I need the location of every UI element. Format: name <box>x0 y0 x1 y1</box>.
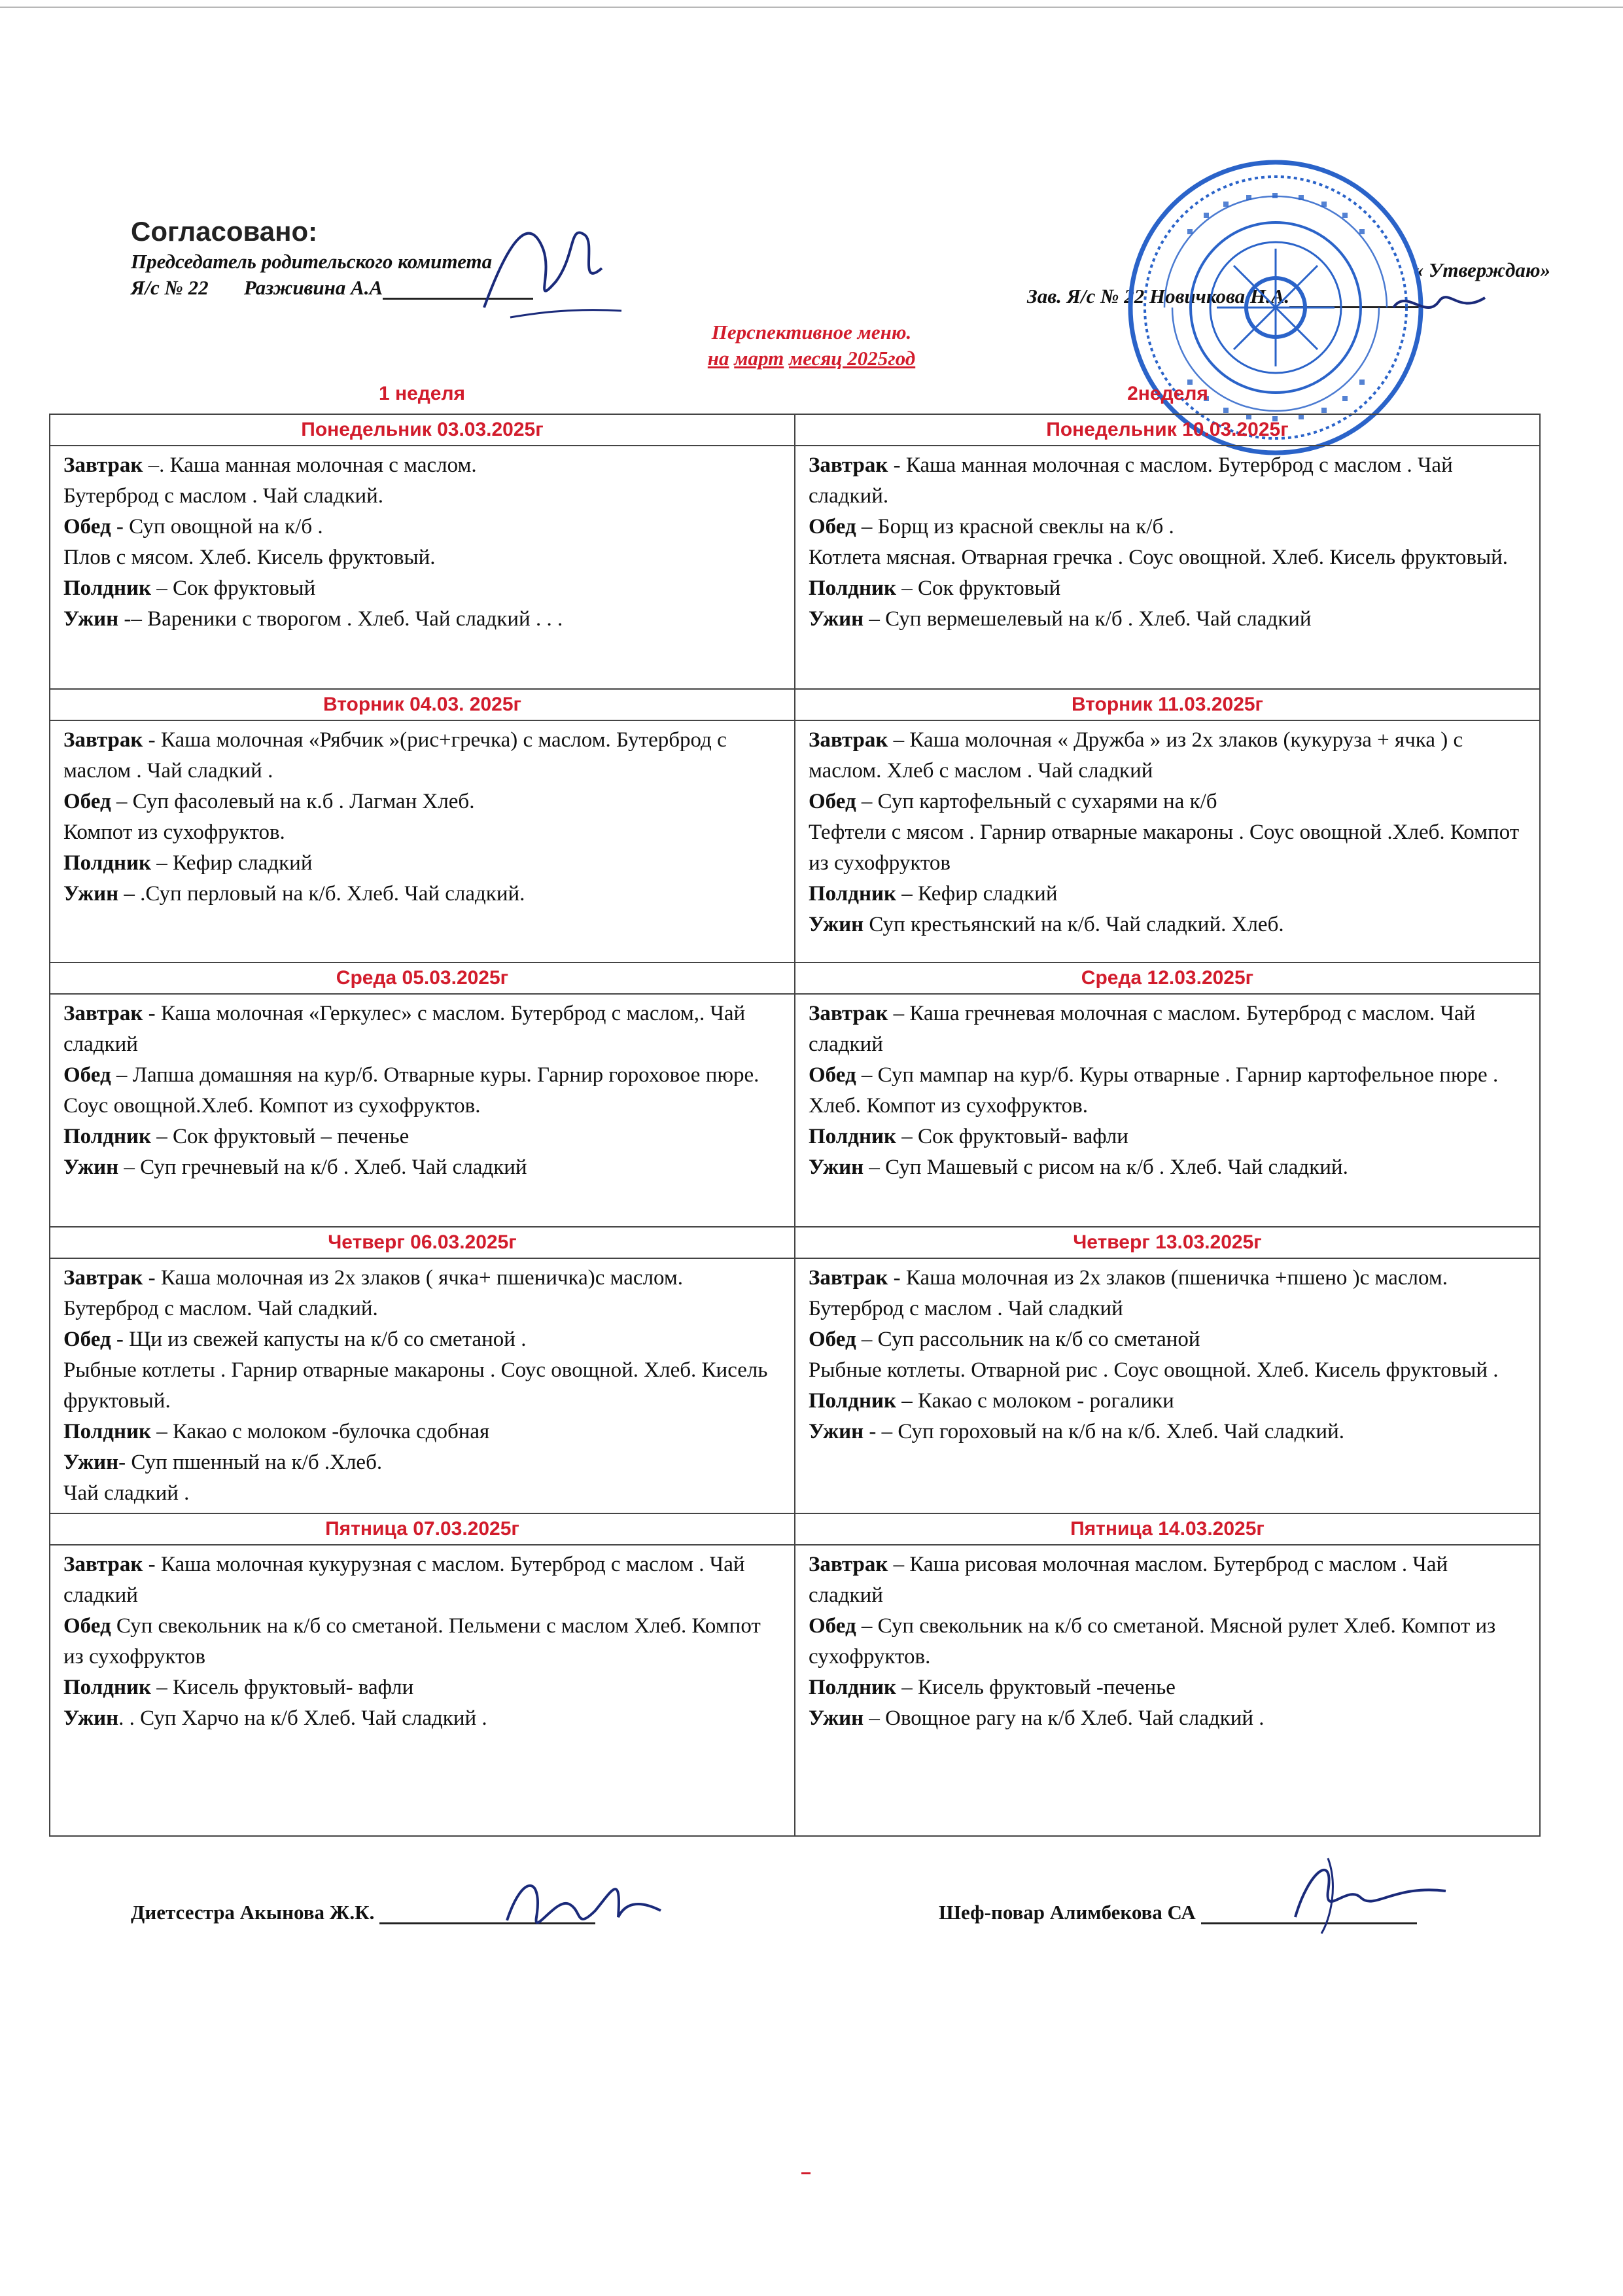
meal-label: Завтрак <box>63 1553 143 1576</box>
approve-label: « Утверждаю» <box>1413 258 1550 281</box>
subtitle-suffix: месяц 2025год <box>788 347 916 370</box>
week-1-heading: 1 неделя <box>378 383 466 404</box>
meal-text: – Кефир сладкий <box>896 882 1058 906</box>
menu-table <box>49 414 1541 1837</box>
day-menu-cell <box>50 720 795 963</box>
meal-label: Обед <box>63 1328 111 1351</box>
day-header: Четверг 06.03.2025г <box>50 1227 795 1258</box>
meal-label: Полдник <box>63 851 151 875</box>
meal-text: – Суп вермешелевый на к/б . Хлеб. Чай сладкий <box>864 607 1312 631</box>
meal-label: Полдник <box>63 1125 151 1148</box>
meal-text: Суп свекольник на к/б со сметаной. Пельмени с маслом Хлеб. Компот из сухофруктов <box>63 1614 761 1669</box>
meal-line <box>63 1060 781 1122</box>
day-menu-cell <box>50 1545 795 1836</box>
chef-name: Шеф-повар Алимбекова СА <box>939 1901 1196 1924</box>
committee-chair-line: Председатель родительского комитета <box>131 250 493 273</box>
meal-line <box>63 573 781 604</box>
meal-text: Плов с мясом. Хлеб. Кисель фруктовый. <box>63 546 436 569</box>
meal-line <box>63 998 781 1060</box>
meal-label: Обед <box>809 790 856 813</box>
day-header: Среда 12.03.2025г <box>795 963 1540 994</box>
meal-label: Обед <box>63 1063 111 1087</box>
meal-line <box>809 725 1526 786</box>
meal-label: Обед <box>809 1063 856 1087</box>
meal-text: – Суп мампар на кур/б. Куры отварные . Гарнир картофельное пюре . Хлеб. Компот из сухофруктов. <box>809 1063 1499 1118</box>
meal-line <box>63 1478 781 1509</box>
subtitle-month: март <box>734 347 784 370</box>
meal-text: – Овощное рагу на к/б Хлеб. Чай сладкий . <box>864 1706 1265 1730</box>
meal-label: Завтрак <box>809 1002 888 1025</box>
meal-text: – Какао с молоком -булочка сдобная <box>150 1420 490 1443</box>
meal-label: Полдник <box>63 1676 151 1699</box>
meal-line <box>809 1122 1526 1152</box>
meal-label: Полдник <box>63 1420 151 1443</box>
approval-block <box>131 216 785 300</box>
meal-text: – Сок фруктовый – печенье <box>150 1125 410 1148</box>
meal-line <box>63 848 781 879</box>
meal-line <box>63 512 781 542</box>
menu-subtitle <box>0 347 1623 370</box>
meal-line <box>809 910 1526 940</box>
meal-line <box>63 542 781 573</box>
meal-line <box>809 1324 1526 1355</box>
meal-text: – Суп рассольник на к/б со сметаной <box>856 1328 1200 1351</box>
meal-line <box>63 481 781 512</box>
meal-line <box>809 542 1526 573</box>
meal-line <box>809 817 1526 879</box>
meal-label: Завтрак <box>63 453 143 477</box>
meal-text: - – Суп гороховый на к/б на к/б. Хлеб. Чай сладкий. <box>864 1420 1344 1443</box>
day-menu-cell <box>50 1258 795 1513</box>
meal-text: – Суп гречневый на к/б . Хлеб. Чай сладкий <box>118 1156 527 1179</box>
meal-line <box>809 1060 1526 1122</box>
meal-text: – Суп картофельный с сухарями на к/б <box>856 790 1217 813</box>
day-header: Четверг 13.03.2025г <box>795 1227 1540 1258</box>
day-menu-cell <box>795 720 1540 963</box>
meal-line <box>63 1355 781 1417</box>
meal-text: – Какао с молоком - рогалики <box>896 1389 1174 1413</box>
meal-label: Завтрак <box>63 1266 143 1290</box>
meal-label: Полдник <box>809 1676 896 1699</box>
day-menu-row <box>50 1258 1540 1513</box>
meal-label: Обед <box>809 515 856 539</box>
meal-label: Обед <box>809 1614 856 1638</box>
meal-text: – Суп Машевый с рисом на к/б . Хлеб. Чай сладкий. <box>864 1156 1348 1179</box>
meal-text: - Суп пшенный на к/б .Хлеб. <box>118 1451 383 1474</box>
meal-text: . . Суп Харчо на к/б Хлеб. Чай сладкий . <box>118 1706 487 1730</box>
meal-line <box>809 1672 1526 1703</box>
menu-title: Перспективное меню. <box>711 321 912 344</box>
meal-text: – Лапша домашняя на кур/б. Отварные куры. Гарнир гороховое пюре. Соус овощной.Хлеб. Компот из сухофруктов. <box>63 1063 759 1118</box>
subtitle-prefix: на <box>707 347 729 370</box>
meal-line <box>63 1152 781 1183</box>
day-header: Понедельник 03.03.2025г <box>50 414 795 446</box>
day-header: Пятница 07.03.2025г <box>50 1513 795 1545</box>
meal-text: - Каша молочная «Геркулес» с маслом. Бутерброд с маслом,. Чай сладкий <box>63 1002 746 1056</box>
meal-line <box>809 1152 1526 1183</box>
meal-text: – Кефир сладкий <box>150 851 313 875</box>
meal-text: Котлета мясная. Отварная гречка . Соус овощной. Хлеб. Кисель фруктовый. <box>809 546 1509 569</box>
chair-name-line <box>131 276 785 300</box>
meal-line <box>63 1672 781 1703</box>
meal-text: Суп крестьянский на к/б. Чай сладкий. Хлеб. <box>864 913 1284 936</box>
meal-line <box>63 1122 781 1152</box>
week-2-heading: 2неделя <box>1127 383 1208 404</box>
meal-text: – Кисель фруктовый -печенье <box>896 1676 1176 1699</box>
meal-text: Рыбные котлеты . Гарнир отварные макароны . Соус овощной. Хлеб. Кисель фруктовый. <box>63 1358 768 1413</box>
meal-label: Завтрак <box>809 1266 888 1290</box>
meal-label: Ужин <box>809 1420 864 1443</box>
meal-text: - Каша молочная «Рябчик »(рис+гречка) с маслом. Бутерброд с маслом . Чай сладкий . <box>63 728 727 783</box>
meal-text: – Сок фруктовый- вафли <box>896 1125 1128 1148</box>
kindergarten-number: Я/с № 22 <box>131 276 209 299</box>
official-seal-stamp <box>1125 157 1426 458</box>
meal-line <box>809 1386 1526 1417</box>
meal-label: Ужин <box>63 882 119 906</box>
day-header-row <box>50 963 1540 994</box>
meal-text: - Каша молочная кукурузная с маслом. Бутерброд с маслом . Чай сладкий <box>63 1553 745 1607</box>
top-edge-line <box>0 7 1623 8</box>
day-menu-cell <box>795 994 1540 1227</box>
meal-label: Полдник <box>809 576 896 600</box>
meal-line <box>809 786 1526 817</box>
day-header: Пятница 14.03.2025г <box>795 1513 1540 1545</box>
meal-label: Ужин <box>63 607 119 631</box>
meal-text: - Каша молочная из 2х злаков (пшеничка +пшено )с маслом. Бутерброд с маслом . Чай сладкий <box>809 1266 1448 1320</box>
meal-label: Ужин <box>63 1451 119 1474</box>
chef-signature <box>1282 1845 1452 1937</box>
meal-line <box>63 725 781 786</box>
meal-text: – .Суп перловый на к/б. Хлеб. Чай сладкий. <box>118 882 525 906</box>
meal-label: Полдник <box>63 576 151 600</box>
meal-line <box>809 879 1526 910</box>
day-menu-cell <box>795 446 1540 689</box>
meal-text: Тефтели с мясом . Гарнир отварные макароны . Соус овощной .Хлеб. Компот из сухофруктов <box>809 821 1520 875</box>
meal-line <box>63 1549 781 1611</box>
chair-signature <box>471 209 628 327</box>
meal-line <box>809 1703 1526 1734</box>
day-header: Среда 05.03.2025г <box>50 963 795 994</box>
meal-label: Завтрак <box>809 728 888 752</box>
meal-text: – Суп свекольник на к/б со сметаной. Мясной рулет Хлеб. Компот из сухофруктов. <box>809 1614 1496 1669</box>
meal-label: Завтрак <box>63 1002 143 1025</box>
meal-label: Ужин <box>63 1706 119 1730</box>
meal-line <box>809 1263 1526 1324</box>
meal-text: Бутерброд с маслом . Чай сладкий. <box>63 484 384 508</box>
meal-label: Ужин <box>809 1706 864 1730</box>
dietitian-signature <box>497 1858 667 1943</box>
meal-line <box>63 1324 781 1355</box>
meal-label: Ужин <box>63 1156 119 1179</box>
meal-line <box>63 1703 781 1734</box>
meal-line <box>63 450 781 481</box>
meal-line <box>809 573 1526 604</box>
meal-line <box>809 512 1526 542</box>
meal-line <box>809 1355 1526 1386</box>
meal-label: Полдник <box>809 882 896 906</box>
meal-line <box>809 1611 1526 1672</box>
meal-line <box>63 1447 781 1478</box>
day-menu-cell <box>795 1545 1540 1836</box>
meal-text: – Кисель фруктовый- вафли <box>150 1676 414 1699</box>
meal-text: Чай сладкий . <box>63 1481 190 1505</box>
meal-line <box>63 1263 781 1324</box>
meal-text: – Сок фруктовый <box>896 576 1061 600</box>
day-header: Понедельник 10.03.2025г <box>795 414 1540 446</box>
day-header-row <box>50 689 1540 720</box>
meal-label: Обед <box>63 790 111 813</box>
day-menu-cell <box>50 446 795 689</box>
dietitian-name: Диетсестра Акынова Ж.К. <box>131 1901 375 1924</box>
meal-line <box>809 450 1526 512</box>
meal-label: Завтрак <box>63 728 143 752</box>
approval-heading: Согласовано: <box>131 216 318 247</box>
meal-line <box>809 1549 1526 1611</box>
meal-line <box>63 604 781 635</box>
meal-text: - Каша манная молочная с маслом. Бутерброд с маслом . Чай сладкий. <box>809 453 1453 508</box>
day-menu-cell <box>50 994 795 1227</box>
meal-line <box>63 1417 781 1447</box>
meal-text: Рыбные котлеты. Отварной рис . Соус овощной. Хлеб. Кисель фруктовый . <box>809 1358 1499 1382</box>
meal-text: -– Вареники с творогом . Хлеб. Чай сладкий . . . <box>118 607 563 631</box>
meal-text: – Сок фруктовый <box>150 576 316 600</box>
meal-label: Полдник <box>809 1389 896 1413</box>
day-header-row <box>50 1227 1540 1258</box>
meal-label: Обед <box>63 1614 111 1638</box>
day-menu-row <box>50 446 1540 689</box>
meal-text: – Каша гречневая молочная с маслом. Бутерброд с маслом. Чай сладкий <box>809 1002 1476 1056</box>
meal-line <box>809 604 1526 635</box>
meal-text: - Каша молочная из 2х злаков ( ячка+ пшеничка)с маслом. Бутерброд с маслом. Чай сладкий. <box>63 1266 684 1320</box>
meal-text: Компот из сухофруктов. <box>63 821 285 844</box>
meal-text: – Каша рисовая молочная маслом. Бутерброд с маслом . Чай сладкий <box>809 1553 1448 1607</box>
day-header: Вторник 11.03.2025г <box>795 689 1540 720</box>
meal-line <box>63 817 781 848</box>
week-headings <box>49 383 1541 405</box>
day-header-row <box>50 1513 1540 1545</box>
meal-label: Ужин <box>809 607 864 631</box>
meal-line <box>809 1417 1526 1447</box>
head-name: Зав. Я/с № 22 Новичкова Н.А. <box>1027 285 1290 308</box>
meal-text: - Щи из свежей капусты на к/б со сметаной . <box>111 1328 527 1351</box>
meal-label: Ужин <box>809 913 864 936</box>
meal-text: - Суп овощной на к/б . <box>111 515 323 539</box>
meal-label: Обед <box>63 515 111 539</box>
meal-line <box>63 1611 781 1672</box>
meal-label: Завтрак <box>809 453 888 477</box>
meal-label: Завтрак <box>809 1553 888 1576</box>
day-header-row <box>50 414 1540 446</box>
meal-text: – Каша молочная « Дружба » из 2х злаков (кукуруза + ячка ) с маслом. Хлеб с маслом . Чай сладкий <box>809 728 1463 783</box>
day-menu-row <box>50 720 1540 963</box>
meal-label: Полдник <box>809 1125 896 1148</box>
meal-text: – Борщ из красной свеклы на к/б . <box>856 515 1174 539</box>
meal-text: –. Каша манная молочная с маслом. <box>143 453 477 477</box>
meal-line <box>63 879 781 910</box>
menu-table-body <box>50 414 1540 1836</box>
day-menu-row <box>50 994 1540 1227</box>
chair-name: Разживина А.А <box>243 276 383 299</box>
meal-line <box>63 786 781 817</box>
meal-text: – Суп фасолевый на к.б . Лагман Хлеб. <box>111 790 475 813</box>
day-menu-cell <box>795 1258 1540 1513</box>
day-header: Вторник 04.03. 2025г <box>50 689 795 720</box>
meal-label: Ужин <box>809 1156 864 1179</box>
bottom-red-mark <box>801 2172 811 2174</box>
meal-label: Обед <box>809 1328 856 1351</box>
meal-line <box>809 998 1526 1060</box>
day-menu-row <box>50 1545 1540 1836</box>
